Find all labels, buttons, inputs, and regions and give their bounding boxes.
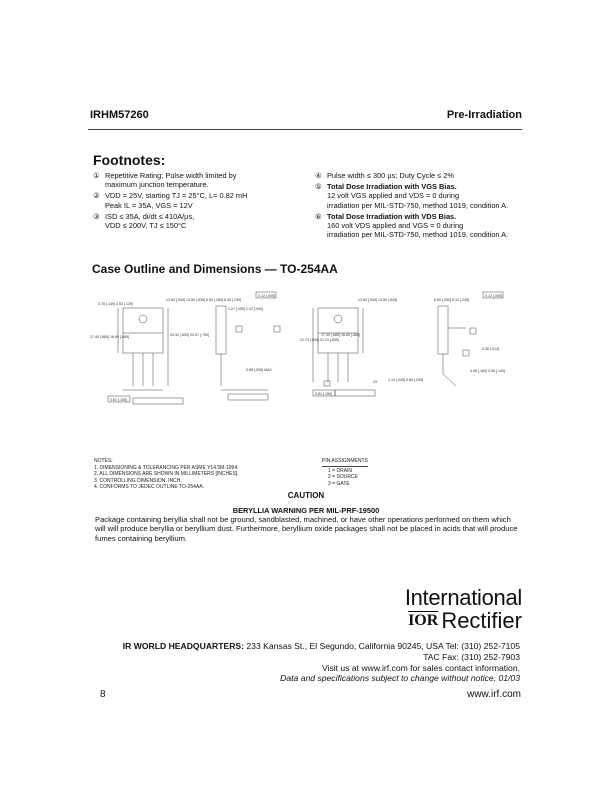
footnote-item <box>315 171 530 180</box>
dim-label: 3.78 [.149] 3.53 [.139] <box>98 302 133 306</box>
footnotes-title: Footnotes: <box>93 152 166 168</box>
dim-label: 4.06 [.160] 3.56 [.140] <box>470 369 505 373</box>
footnotes-right-column <box>315 171 530 241</box>
dim-label: 6.60 [.260] 6.32 [.249] <box>434 298 469 302</box>
footnote-marker: ③ <box>93 211 100 221</box>
pin-title: PIN ASSIGNMENTS <box>322 458 368 467</box>
dim-label: 3.81 [.150] <box>110 398 127 402</box>
hq-label: IR WORLD HEADQUARTERS: <box>122 641 245 651</box>
footnotes-left-column <box>93 171 303 232</box>
footnote-line: VDD = 25V, starting TJ = 25°C, L= 0.82 mH <box>105 191 248 201</box>
pin-assignments <box>322 458 368 487</box>
footnote-line: Peak IL = 35A, VGS = 12V <box>105 200 193 210</box>
footnote-item <box>315 182 530 210</box>
dim-label: 2X <box>373 380 378 384</box>
footnote-item <box>93 191 303 209</box>
dim-label: 1.14 [.045] 0.89 [.035] <box>388 378 423 382</box>
logo-rectifier: Rectifier <box>441 608 522 633</box>
footer-url[interactable]: www.irf.com <box>467 689 521 700</box>
front-view-right <box>313 308 375 396</box>
footnote-marker: ④ <box>315 171 322 180</box>
outline-note: 3. CONTROLLING DIMENSION: INCH. <box>94 477 182 484</box>
footnote-line: Pulse width ≤ 300 µs; Duty Cycle ≤ 2% <box>327 171 454 180</box>
outline-notes <box>94 458 239 491</box>
pin-assignment: 1 = DRAIN <box>328 467 353 474</box>
page-number: 8 <box>100 689 106 700</box>
footnote-line: 12 volt VGS applied and VDS = 0 during <box>327 191 460 201</box>
dim-label: 0.88 [.035] MAX <box>246 368 272 372</box>
footnote-line: Total Dose Irradiation with VDS Bias. <box>327 211 457 221</box>
section-title: Pre-Irradiation <box>446 109 522 121</box>
caution-body: Package containing beryllia shall not be ground, sandblasted, machined, or have other operations performed on them which will will produce beryllia or beryllium dust. Furthermore, beryllium oxide packages shall not be placed in acids that will produce fumes containing beryllium. <box>95 515 518 543</box>
dim-label: 13.84 [.545] 13.59 [.535] <box>358 298 397 302</box>
dim-label: 20.32 [.800] 20.07 [.790] <box>170 333 209 337</box>
logo-rectifier-line <box>408 609 522 633</box>
footnote-item <box>93 171 303 189</box>
case-outline-drawing <box>88 286 528 436</box>
outline-note: 2. ALL DIMENSIONS ARE SHOWN IN MILLIMETERS [INCHES]. <box>94 471 239 478</box>
footnote-marker: ① <box>93 171 100 180</box>
dim-label: 17.40 [.685] 16.89 [.665] <box>90 335 129 339</box>
logo-international: International <box>404 585 522 610</box>
dim-label: 0.12 [.005] <box>485 294 502 298</box>
dim-label: 0.36 [.014] <box>482 347 499 351</box>
dim-label: 17.40 [.685] 16.89 [.665] <box>321 333 360 337</box>
footnote-line: ISD ≤ 35A, di/dt ≤ 410A/µs, <box>105 211 195 221</box>
footnote-line: Total Dose Irradiation with VGS Bias. <box>327 182 457 192</box>
footnote-marker: ⑤ <box>315 182 322 192</box>
footnote-line: irradiation per MIL-STD-750, method 1019, condition A. <box>327 200 509 210</box>
footnote-line: Repetitive Rating; Pulse width limited by <box>105 171 237 180</box>
visit-line: Visit us at www.irf.com for sales contact information. <box>321 663 520 673</box>
footnote-line: irradiation per MIL-STD-750, method 1019, condition A. <box>327 230 509 240</box>
footnote-item <box>315 212 530 240</box>
outline-note: 4. CONFORMS TO JEDEC OUTLINE TO-254AA. <box>94 484 204 491</box>
dim-label: 13.84 [.545] 13.59 [.535] <box>166 298 205 302</box>
footnote-line: 160 volt VDS applied and VGS = 0 during <box>327 221 464 231</box>
notice-line: Data and specifications subject to change without notice. 01/03 <box>280 673 520 683</box>
caution-title: CAUTION <box>287 491 325 500</box>
dim-label: 6.60 [.260] 6.32 [.249] <box>206 298 241 302</box>
pin-assignment: 2 = SOURCE <box>328 474 358 481</box>
header-rule <box>88 129 522 130</box>
notes-title: NOTES: <box>94 458 113 464</box>
footnote-line: VDD ≤ 200V, TJ ≤ 150°C <box>105 221 187 231</box>
dim-label: 3.81 [.150] <box>315 392 332 396</box>
tac-fax: TAC Fax: (310) 252-7903 <box>423 652 520 662</box>
pin-assignment: 3 = GATE <box>328 480 350 487</box>
dim-label: 22.73 [.895] 21.21 [.835] <box>300 338 339 342</box>
footnote-marker: ② <box>93 191 100 201</box>
ior-logo-mark: $\overline{IOR}$ <box>408 612 439 629</box>
case-outline-title: Case Outline and Dimensions — TO-254AA <box>92 262 338 276</box>
footnote-line: maximum junction temperature. <box>105 180 209 190</box>
caution-subtitle: BERYLLIA WARNING PER MIL-PRF-19500 <box>232 506 380 515</box>
hq-address: 233 Kansas St., El Segundo, California 90245, USA Tel: (310) 252-7105 <box>244 641 520 651</box>
headquarters-line <box>80 641 520 652</box>
footnote-item <box>93 212 303 230</box>
front-view-left <box>108 308 183 404</box>
part-number: IRHM57260 <box>90 109 149 121</box>
dim-label: 0.12 [.005] <box>258 294 275 298</box>
outline-note: 1. DIMENSIONING & TOLERANCING PER ASME Y14.5M-1994. <box>94 464 239 471</box>
dim-label: 1.27 [.050] 1.02 [.040] <box>228 307 263 311</box>
footnote-marker: ⑥ <box>315 211 322 221</box>
